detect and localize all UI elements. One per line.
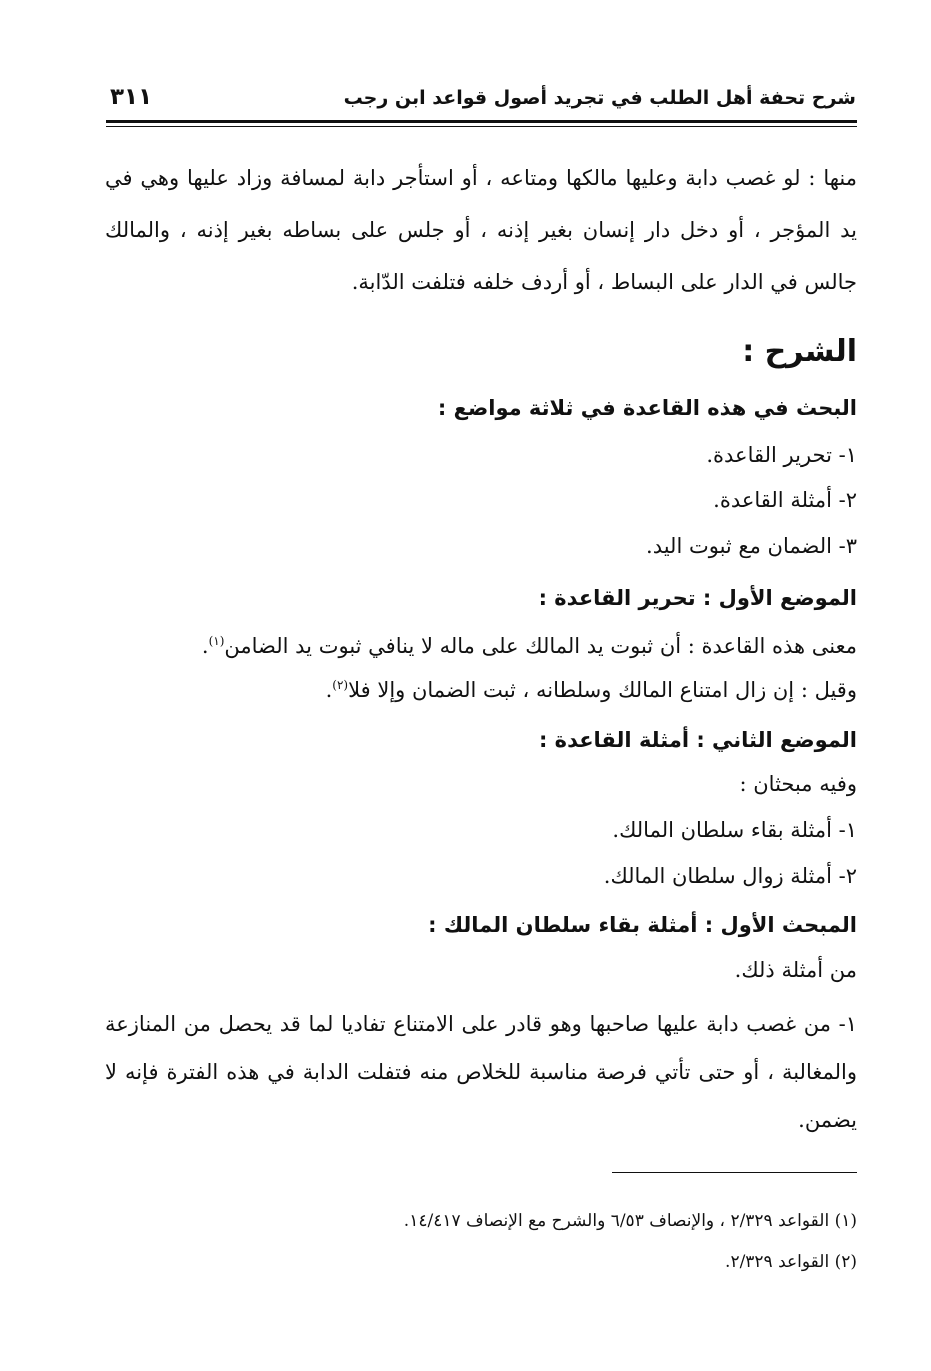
footnote-ref-2[interactable]: (٢) [332, 678, 349, 692]
running-header [110, 84, 856, 118]
footnote-1: (١) القواعد ٢/٣٢٩ ، والإنصاف ٦/٥٣ والشرح مع الإنصاف ١٤/٤١٧. [403, 1211, 857, 1231]
subtopic-item-2: ٢- أمثلة زوال سلطان المالك. [603, 864, 857, 888]
second-topic-intro: وفيه مبحثان : [739, 772, 857, 796]
alternative-view-text: وقيل : إن زال امتناع المالك وسلطانه ، ثبت الضمان وإلا فلا [348, 678, 857, 702]
rule-meaning-end: . [201, 634, 209, 658]
alternative-view-end: . [325, 678, 333, 702]
first-subtopic-heading: المبحث الأول : أمثلة بقاء سلطان المالك : [428, 913, 857, 937]
page-number: ٣١١ [110, 84, 153, 110]
topic-item-2: ٢- أمثلة القاعدة. [713, 488, 857, 512]
first-topic-heading: الموضع الأول : تحرير القاعدة : [538, 586, 857, 610]
section-intro: البحث في هذه القاعدة في ثلاثة مواضع : [437, 396, 857, 420]
topic-item-3: ٣- الضمان مع ثبوت اليد. [646, 534, 857, 558]
alternative-view [326, 670, 857, 710]
commentary-heading: الشرح : [742, 334, 857, 369]
example-one-text: ١- من غصب دابة عليها صاحبها وهو قادر على الامتناع تفاديا لما قد يحصل من المنازعة والمغالبة ، أو حتى تأتي فرصة مناسبة للخلاص منه فتفلت الدابة في هذه الفترة فإنه لا يضمن. [105, 1012, 857, 1132]
rule-meaning-text: معنى هذه القاعدة : أن ثبوت يد المالك على ماله لا ينافي ثبوت يد الضامن [224, 634, 857, 658]
rule-meaning [202, 626, 857, 666]
topic-item-1: ١- تحرير القاعدة. [706, 443, 857, 467]
intro-paragraph-text: منها : لو غصب دابة وعليها مالكها ومتاعه ، أو استأجر دابة لمسافة وزاد عليها وهي في يد المؤجر ، أو دخل دار إنسان بغير إذنه ، أو جلس على بساطه بغير إذنه ، والمالك جالس في الدار على البساط ، أو أردف خلفه فتلفت الدّابة. [105, 166, 857, 294]
intro-paragraph [105, 152, 857, 308]
second-topic-heading: الموضع الثاني : أمثلة القاعدة : [538, 728, 857, 752]
header-rule-thin [106, 126, 857, 127]
subtopic-item-1: ١- أمثلة بقاء سلطان المالك. [612, 818, 857, 842]
example-one [105, 1000, 857, 1144]
running-title: شرح تحفة أهل الطلب في تجريد أصول قواعد ابن رجب [343, 87, 856, 109]
footnote-ref-1[interactable]: (١) [208, 634, 225, 648]
examples-intro: من أمثلة ذلك. [734, 958, 857, 982]
footnote-2: (٢) القواعد ٢/٣٢٩. [725, 1252, 857, 1272]
footnote-separator [612, 1172, 857, 1173]
header-rule-thick [106, 120, 857, 123]
